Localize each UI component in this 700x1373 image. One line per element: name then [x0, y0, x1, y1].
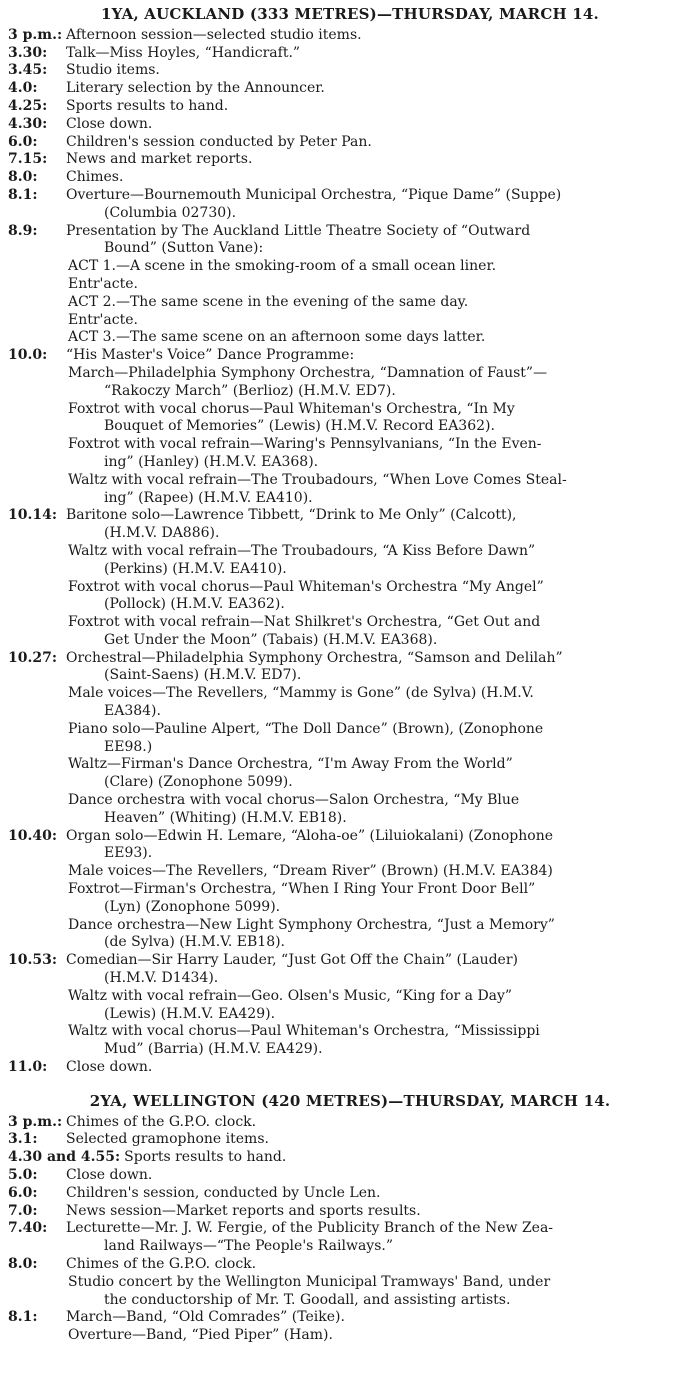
entry-time: 5.0: [8, 1167, 38, 1183]
schedule-entry [8, 151, 692, 169]
entry-body [66, 347, 692, 507]
schedule-entry [8, 1185, 692, 1203]
programme-item: Waltz with vocal chorus—Paul Whiteman's Orchestra, “Mississippi [68, 1023, 540, 1040]
entry-body [66, 80, 692, 98]
programme-item: Male voices—The Revellers, “Mammy is Gone” (de Sylva) (H.M.V. [68, 685, 534, 702]
programme-item-continuation: EE98.) [104, 738, 153, 755]
program-2ya [8, 1114, 692, 1345]
entry-text: Organ solo—Edwin H. Lemare, “Aloha-oe” (Liluiokalani) (Zonophone [66, 827, 554, 844]
schedule-entry [8, 1309, 692, 1345]
entry-body [124, 1149, 692, 1167]
schedule-entry [8, 1167, 692, 1185]
entry-text: Children's session conducted by Peter Pan. [66, 133, 372, 150]
programme-item: Dance orchestra—New Light Symphony Orchestra, “Just a Memory” [68, 916, 555, 933]
entry-text: Studio items. [66, 62, 160, 79]
schedule-entry [8, 98, 692, 116]
entry-body [66, 1256, 692, 1309]
entry-text: Orchestral—Philadelphia Symphony Orchestra, “Samson and Delilah” [66, 649, 563, 666]
entry-body [66, 1203, 692, 1221]
entry-body [66, 650, 692, 828]
schedule-entry [8, 223, 692, 348]
programme-item: Waltz with vocal refrain—Geo. Olsen's Music, “King for a Day” [68, 987, 513, 1004]
programme-item: Foxtrot with vocal chorus—Paul Whiteman's Orchestra, “In My [68, 400, 515, 417]
entry-body [66, 1167, 692, 1185]
entry-time: 4.30 and 4.55: [8, 1149, 121, 1166]
schedule-entry [8, 952, 692, 1059]
entry-body [66, 1185, 692, 1203]
programme-item: Entr'acte. [68, 275, 138, 292]
programme-item: Foxtrot with vocal refrain—Nat Shilkret's Orchestra, “Get Out and [68, 614, 541, 631]
entry-text: March—Band, “Old Comrades” (Teike). [66, 1309, 345, 1326]
programme-item: ACT 3.—The same scene on an afternoon some days latter. [68, 329, 486, 346]
programme-item-continuation: Heaven” (Whiting) (H.M.V. EB18). [104, 809, 347, 826]
programme-item: Foxtrot with vocal chorus—Paul Whiteman's Orchestra “My Angel” [68, 578, 544, 595]
schedule-entry [8, 650, 692, 828]
programme-item-continuation: ing” (Rapee) (H.M.V. EA410). [104, 489, 313, 506]
schedule-entry [8, 116, 692, 134]
programme-item-continuation: (Pollock) (H.M.V. EA362). [104, 596, 285, 613]
section-heading-2ya: 2YA, WELLINGTON (420 METRES)—THURSDAY, MARCH 14. [89, 1091, 611, 1110]
entry-text: Sports results to hand. [66, 97, 229, 114]
entry-continuation: (Columbia 02730). [104, 204, 237, 221]
programme-item: Overture—Band, “Pied Piper” (Ham). [68, 1327, 333, 1344]
schedule-entry [8, 1149, 692, 1167]
entry-text: Baritone solo—Lawrence Tibbett, “Drink to Me Only” (Calcott), [66, 507, 517, 524]
programme-item: Waltz with vocal refrain—The Troubadours, “A Kiss Before Dawn” [68, 542, 536, 559]
entry-time: 3 p.m.: [8, 1113, 63, 1130]
entry-time: 10.0: [8, 347, 48, 364]
entry-body [66, 1059, 692, 1077]
entry-body [66, 116, 692, 134]
entry-time: 3.30: [8, 44, 48, 61]
entry-body [66, 828, 692, 953]
schedule-entry [8, 187, 692, 223]
entry-time: 8.1: [8, 186, 38, 203]
programme-item-continuation: the conductorship of Mr. T. Goodall, and assisting artists. [104, 1291, 511, 1308]
entry-body [66, 507, 692, 649]
schedule-entry [8, 1059, 692, 1077]
schedule-entry [8, 1131, 692, 1149]
entry-continuation: (H.M.V. D1434). [104, 970, 219, 987]
entry-time: 3.1: [8, 1131, 38, 1148]
entry-body [66, 223, 692, 348]
entry-time: 7.15: [8, 151, 48, 168]
programme-item-continuation: Bouquet of Memories” (Lewis) (H.M.V. Record EA362). [104, 418, 495, 435]
programme-item-continuation: Mud” (Barria) (H.M.V. EA429). [104, 1041, 323, 1058]
entry-time: 4.30: [8, 115, 48, 132]
programme-item: ACT 1.—A scene in the smoking-room of a small ocean liner. [68, 258, 497, 275]
entry-text: Lecturette—Mr. J. W. Fergie, of the Publicity Branch of the New Zea- [66, 1220, 554, 1237]
schedule-entry [8, 507, 692, 649]
entry-body [66, 62, 692, 80]
entry-text: Talk—Miss Hoyles, “Handicraft.” [66, 44, 301, 61]
programme-item-continuation: (Clare) (Zonophone 5099). [104, 774, 293, 791]
entry-body [66, 151, 692, 169]
entry-text: Presentation by The Auckland Little Theatre Society of “Outward [66, 222, 531, 239]
entry-time: 6.0: [8, 133, 38, 150]
entry-time: 6.0: [8, 1184, 38, 1201]
entry-text: Chimes of the G.P.O. clock. [66, 1113, 257, 1130]
entry-time: 8.0: [8, 169, 38, 186]
entry-continuation: Bound” (Sutton Vane): [104, 240, 264, 257]
entry-time: 11.0: [8, 1059, 48, 1076]
entry-continuation: (H.M.V. DA886). [104, 525, 220, 542]
entry-body [66, 134, 692, 152]
entry-continuation: EE93). [104, 845, 153, 862]
schedule-entry [8, 80, 692, 98]
programme-item: Foxtrot—Firman's Orchestra, “When I Ring Your Front Door Bell” [68, 881, 536, 898]
programme-item-continuation: ing” (Hanley) (H.M.V. EA368). [104, 453, 319, 470]
entry-body [66, 98, 692, 116]
entry-time: 8.9: [8, 222, 38, 239]
entry-body [66, 1220, 692, 1256]
entry-time: 4.0: [8, 80, 38, 97]
entry-text: Literary selection by the Announcer. [66, 80, 325, 97]
entry-body [66, 45, 692, 63]
schedule-entry [8, 134, 692, 152]
entry-text: News session—Market reports and sports results. [66, 1202, 421, 1219]
schedule-entry [8, 828, 692, 953]
schedule-entry [8, 1256, 692, 1309]
programme-item-continuation: (Perkins) (H.M.V. EA410). [104, 560, 287, 577]
entry-time: 7.0: [8, 1202, 38, 1219]
entry-body [66, 187, 692, 223]
entry-text: Comedian—Sir Harry Lauder, “Just Got Off the Chain” (Lauder) [66, 952, 518, 969]
entry-time: 4.25: [8, 97, 48, 114]
programme-item: Piano solo—Pauline Alpert, “The Doll Dance” (Brown), (Zonophone [68, 720, 544, 737]
schedule-entry [8, 169, 692, 187]
entry-time: 3.45: [8, 62, 48, 79]
entry-time: 7.40: [8, 1220, 48, 1237]
entry-continuation: (Saint-Saens) (H.M.V. ED7). [104, 667, 302, 684]
entry-time: 10.40: [8, 827, 58, 844]
programme-item-continuation: EA384). [104, 703, 161, 720]
entry-time: 10.14: [8, 507, 58, 524]
entry-text: News and market reports. [66, 151, 253, 168]
programme-item: Dance orchestra with vocal chorus—Salon Orchestra, “My Blue [68, 792, 520, 809]
entry-text: Close down. [66, 115, 153, 132]
programme-item-continuation: (de Sylva) (H.M.V. EB18). [104, 934, 286, 951]
schedule-entry [8, 1114, 692, 1132]
programme-item: March—Philadelphia Symphony Orchestra, “Damnation of Faust”— [68, 364, 548, 381]
entry-time: 3 p.m.: [8, 26, 63, 43]
entry-text: Overture—Bournemouth Municipal Orchestra, “Pique Dame” (Suppe) [66, 186, 562, 203]
entry-text: Children's session, conducted by Uncle Len. [66, 1184, 381, 1201]
entry-text: Selected gramophone items. [66, 1131, 269, 1148]
entry-time: 8.0: [8, 1255, 38, 1272]
entry-text: Sports results to hand. [124, 1149, 287, 1166]
entry-body [66, 1114, 692, 1132]
entry-text: Close down. [66, 1167, 153, 1183]
entry-text: Chimes of the G.P.O. clock. [66, 1255, 257, 1272]
entry-body [66, 27, 692, 45]
schedule-entry [8, 1220, 692, 1256]
schedule-entry [8, 1203, 692, 1221]
section-heading-1ya: 1YA, AUCKLAND (333 METRES)—THURSDAY, MARCH 14. [101, 5, 599, 23]
entry-time: 10.27: [8, 649, 58, 666]
entry-body [66, 952, 692, 1059]
programme-item: Waltz with vocal refrain—The Troubadours, “When Love Comes Steal- [68, 471, 567, 488]
entry-time: 10.53: [8, 952, 58, 969]
entry-text: Chimes. [66, 169, 124, 186]
programme-item-continuation: Get Under the Moon” (Tabais) (H.M.V. EA368). [104, 631, 438, 648]
entry-body [66, 1309, 692, 1345]
entry-text: Close down. [66, 1059, 153, 1076]
schedule-entry [8, 45, 692, 63]
entry-time: 8.1: [8, 1309, 38, 1326]
entry-continuation: land Railways—“The People's Railways.” [104, 1238, 393, 1255]
entry-body [66, 1131, 692, 1149]
schedule-entry [8, 27, 692, 45]
programme-item: Waltz—Firman's Dance Orchestra, “I'm Away From the World” [68, 756, 513, 773]
programme-item-continuation: (Lyn) (Zonophone 5099). [104, 898, 281, 915]
program-1ya [8, 27, 692, 1077]
programme-item: ACT 2.—The same scene in the evening of the same day. [68, 293, 469, 310]
entry-text: Afternoon session—selected studio items. [66, 26, 362, 43]
entry-text: “His Master's Voice” Dance Programme: [66, 347, 355, 364]
programme-item: Foxtrot with vocal refrain—Waring's Pennsylvanians, “In the Even- [68, 436, 542, 453]
programme-item: Studio concert by the Wellington Municipal Tramways' Band, under [68, 1273, 551, 1290]
entry-body [66, 169, 692, 187]
programme-item-continuation: “Rakoczy March” (Berlioz) (H.M.V. ED7). [104, 382, 396, 399]
programme-item-continuation: (Lewis) (H.M.V. EA429). [104, 1005, 276, 1022]
programme-item: Male voices—The Revellers, “Dream River” (Brown) (H.M.V. EA384) [68, 863, 553, 880]
programme-item: Entr'acte. [68, 311, 138, 328]
schedule-entry [8, 62, 692, 80]
schedule-entry [8, 347, 692, 507]
